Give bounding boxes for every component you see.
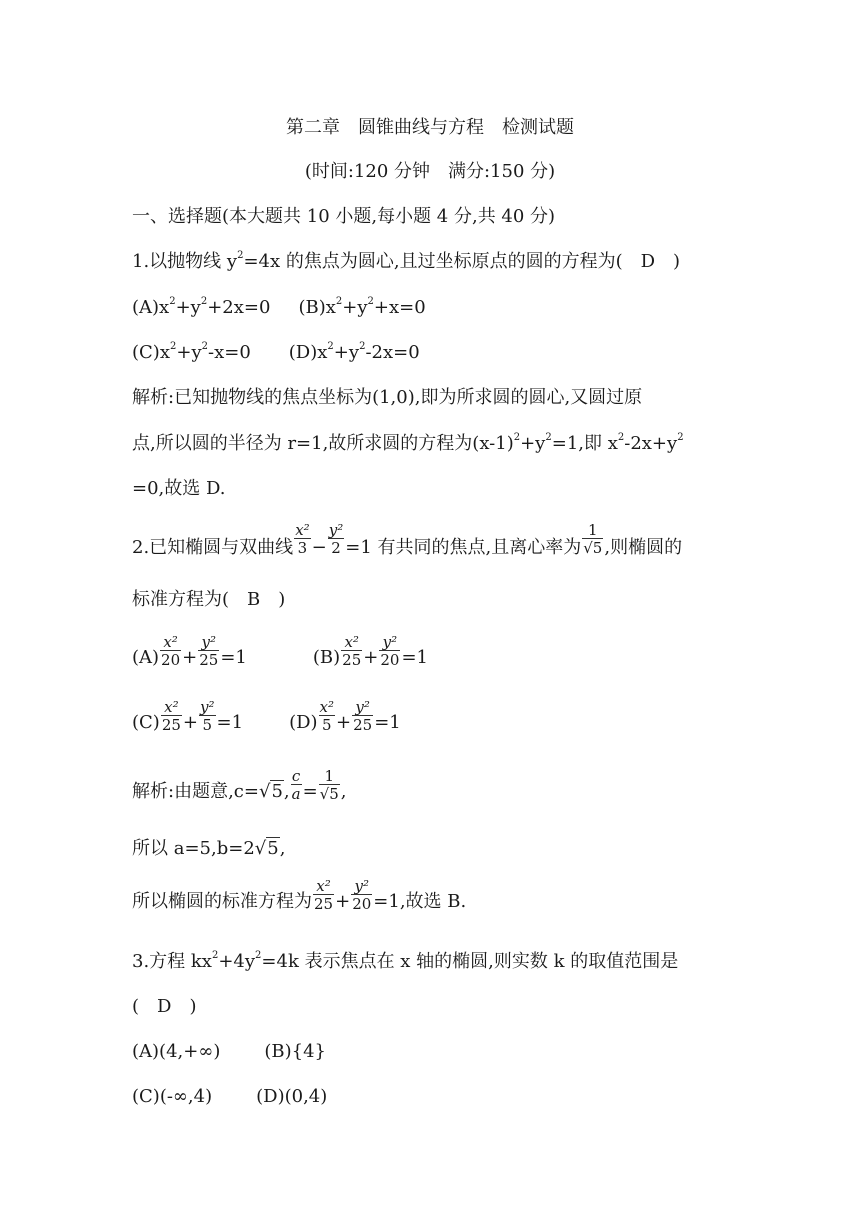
question-3-options-cd: (C)(-∞,4) (D)(0,4) — [132, 1086, 328, 1107]
question-1-solution-line-3: =0,故选 D. — [132, 478, 226, 499]
question-2-options-ab: (A) $\frac{\text{x²}}{20}$ + $\frac{\text{y²}}{25}$ =1 (B) $\frac{\text{x²}}{25}$ + $\frac{\text{y²}}{20}$ =1 — [132, 633, 428, 669]
question-3-stem-line-1: 3.方程 $kx^2+4y^2=4k$ 表示焦点在 x 轴的椭圆,则实数 k 的取值范围是 — [132, 950, 679, 972]
question-3-options-ab: (A)(4,+∞) (B){4} — [132, 1041, 326, 1062]
question-3-stem-line-2: ( D ) — [132, 996, 197, 1017]
question-1-stem: 1.以抛物线 $y^2=4x$ 的焦点为圆心,且过坐标原点的圆的方程为( D ) — [132, 250, 681, 272]
question-1-options-ab: $(A)x^2+y^2+2x=0$ $(B)x^2+y^2+x=0$ — [132, 296, 426, 318]
doc-title: 第二章 圆锥曲线与方程 检测试题 — [286, 117, 574, 138]
doc-subtitle: (时间:120 分钟 满分:150 分) — [304, 161, 556, 182]
question-2-stem-line-2: 标准方程为( B ) — [132, 589, 286, 610]
question-2-solution-line-2: 所以 a=5,b=2√5, — [132, 838, 286, 859]
question-1-solution-line-2: 点,所以圆的半径为 r=1,故所求圆的方程为$(x-1)^2+y^2=1$,即 $x^2-2x+y^2$ — [132, 432, 684, 454]
question-2-stem-line-1: 2.已知椭圆与双曲线 $\frac{\text{x²}}{3}$ − $\frac{\text{y²}}{2}$ =1 有共同的焦点,且离心率为 $\frac{1}{√5}$ ,则椭圆的 — [132, 521, 683, 558]
section-heading: 一、选择题(本大题共 10 小题,每小题 4 分,共 40 分) — [132, 206, 556, 227]
question-2-solution-line-1: 解析:由题意,c=√5, $\frac{c}{a}$ = $\frac{1}{√5}$ , — [132, 767, 347, 803]
question-1-solution-line-1: 解析:已知抛物线的焦点坐标为(1,0),即为所求圆的圆心,又圆过原 — [132, 387, 643, 408]
question-2-options-cd: (C) $\frac{\text{x²}}{25}$ + $\frac{\text{y²}}{5}$ =1 (D) $\frac{\text{x²}}{5}$ + $\frac{\text{y²}}{25}$ =1 — [132, 698, 401, 734]
question-2-solution-line-3: 所以椭圆的标准方程为 $\frac{\text{x²}}{25}$ + $\frac{\text{y²}}{20}$ =1,故选 B. — [132, 877, 467, 913]
question-1-options-cd: $(C)x^2+y^2-x=0$ $(D)x^2+y^2-2x=0$ — [132, 341, 420, 363]
